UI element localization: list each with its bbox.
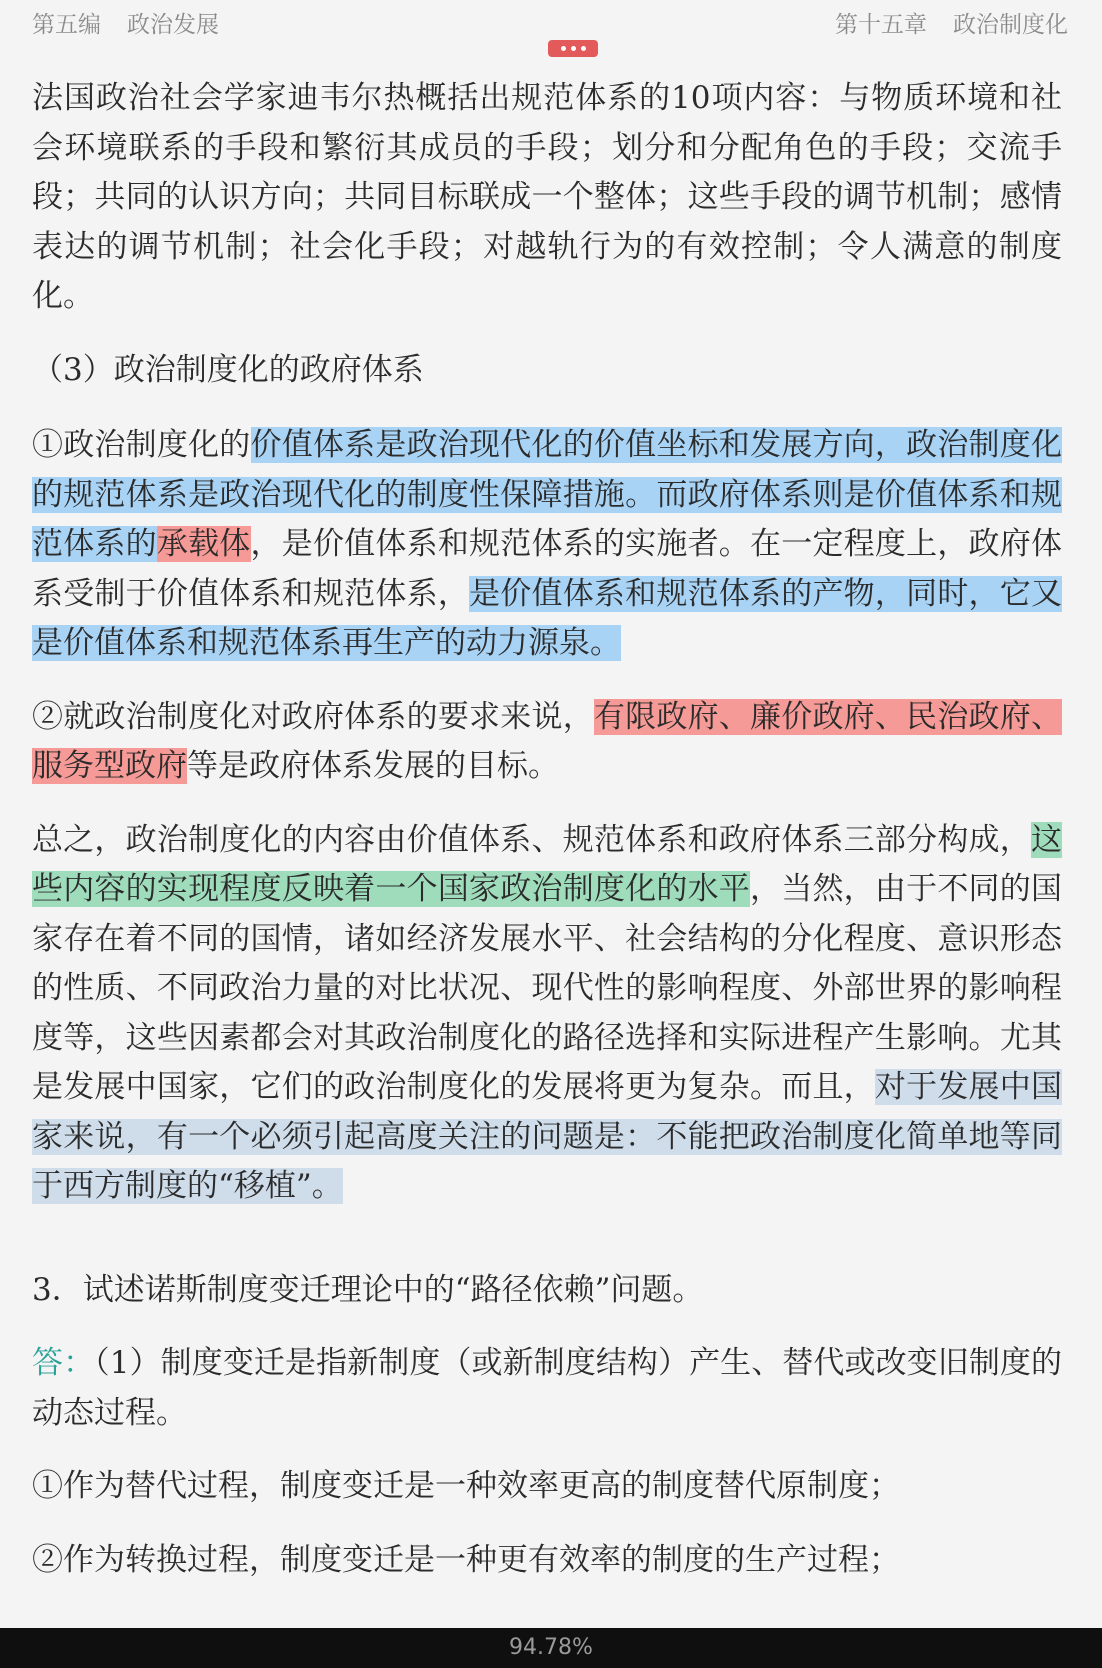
list-item-replacement: ①作为替代过程，制度变迁是一种效率更高的制度替代原制度； <box>32 1468 900 1504</box>
paragraph-government-system-2 <box>32 693 1062 792</box>
header-chapter-number: 第十五章 <box>835 12 927 38</box>
header-chapter <box>835 6 1068 39</box>
highlight-grey[interactable]: 对于发展中国家来说，有一个必须引起高度关注的问题是：不能把政治制度化简单地等同于西方制度的“移植”。 <box>32 1069 1062 1204</box>
highlight-green[interactable]: 这些内容的实现程度反映着一个国家政治制度化的水平 <box>32 821 1062 907</box>
page-header <box>0 0 1102 44</box>
question-3: 3．试述诺斯制度变迁理论中的“路径依赖”问题。 <box>32 1271 704 1308</box>
section-heading-government-system: （3）政治制度化的政府体系 <box>32 351 424 388</box>
paragraph-summary <box>32 816 1062 1212</box>
text-segment: ，当然，由于不同的国家存在着不同的国情，诸如经济发展水平、社会结构的分化程度、意识形态的性质、不同政治力量的对比状况、现代性的影响程度、外部世界的影响程度等，这些因素都会对其政治制度化的路径选择和实际进程产生影响。尤其是发展中国家，它们的政治制度化的发展将更为复杂。而且， <box>32 871 1062 1105</box>
highlight-red[interactable]: 承载体 <box>156 526 251 562</box>
text-segment: ①政治制度化的 <box>32 427 251 463</box>
text-segment: ②就政治制度化对政府体系的要求来说， <box>32 698 594 735</box>
answer-text: （1）制度变迁是指新制度（或新制度结构）产生、替代或改变旧制度的动态过程。 <box>32 1345 1062 1431</box>
list-item-conversion: ②作为转换过程，制度变迁是一种更有效率的制度的生产过程； <box>32 1541 900 1578</box>
header-chapter-title: 政治制度化 <box>953 12 1068 38</box>
paragraph-norm-system: 法国政治社会学家迪韦尔热概括出规范体系的10项内容：与物质环境和社会环境联系的手段和繁衍其成员的手段；划分和分配角色的手段；交流手段；共同的认识方向；共同目标联成一个整体；这些手段的调节机制；感情表达的调节机制；社会化手段；对越轨行为的有效控制；令人满意的制度化。 <box>32 80 1062 314</box>
highlight-red[interactable]: 有限政府、廉价政府、民治政府、服务型政府 <box>32 698 1062 784</box>
text-segment: ，是价值体系和规范体系的实施者。在一定程度上，政府体系受制于价值体系和规范体系， <box>32 526 1062 612</box>
page-content <box>32 74 1062 1609</box>
dot <box>561 46 566 51</box>
highlight-blue[interactable]: 价值体系是政治现代化的价值坐标和发展方向，政治制度化的规范体系是政治现代化的制度性保障措施。而政府体系则是价值体系和规范体系的 <box>32 427 1062 562</box>
text-segment: 总之，政治制度化的内容由价值体系、规范体系和政府体系三部分构成， <box>32 821 1031 858</box>
reading-progress-bar <box>0 1628 1102 1668</box>
answer-label: 答： <box>32 1345 95 1381</box>
header-part-title: 政治发展 <box>127 12 219 38</box>
more-dots-icon[interactable] <box>548 40 598 57</box>
header-part <box>32 6 219 39</box>
highlight-blue[interactable]: 是价值体系和规范体系的产物，同时，它又是价值体系和规范体系再生产的动力源泉。 <box>32 575 1062 661</box>
dot <box>581 46 586 51</box>
text-segment: 等是政府体系发展的目标。 <box>187 748 559 784</box>
reading-progress: 94.78% <box>509 1635 593 1660</box>
dot <box>571 46 576 51</box>
header-part-number: 第五编 <box>32 12 101 38</box>
answer-paragraph <box>32 1339 1062 1438</box>
paragraph-government-system-1 <box>32 421 1062 669</box>
